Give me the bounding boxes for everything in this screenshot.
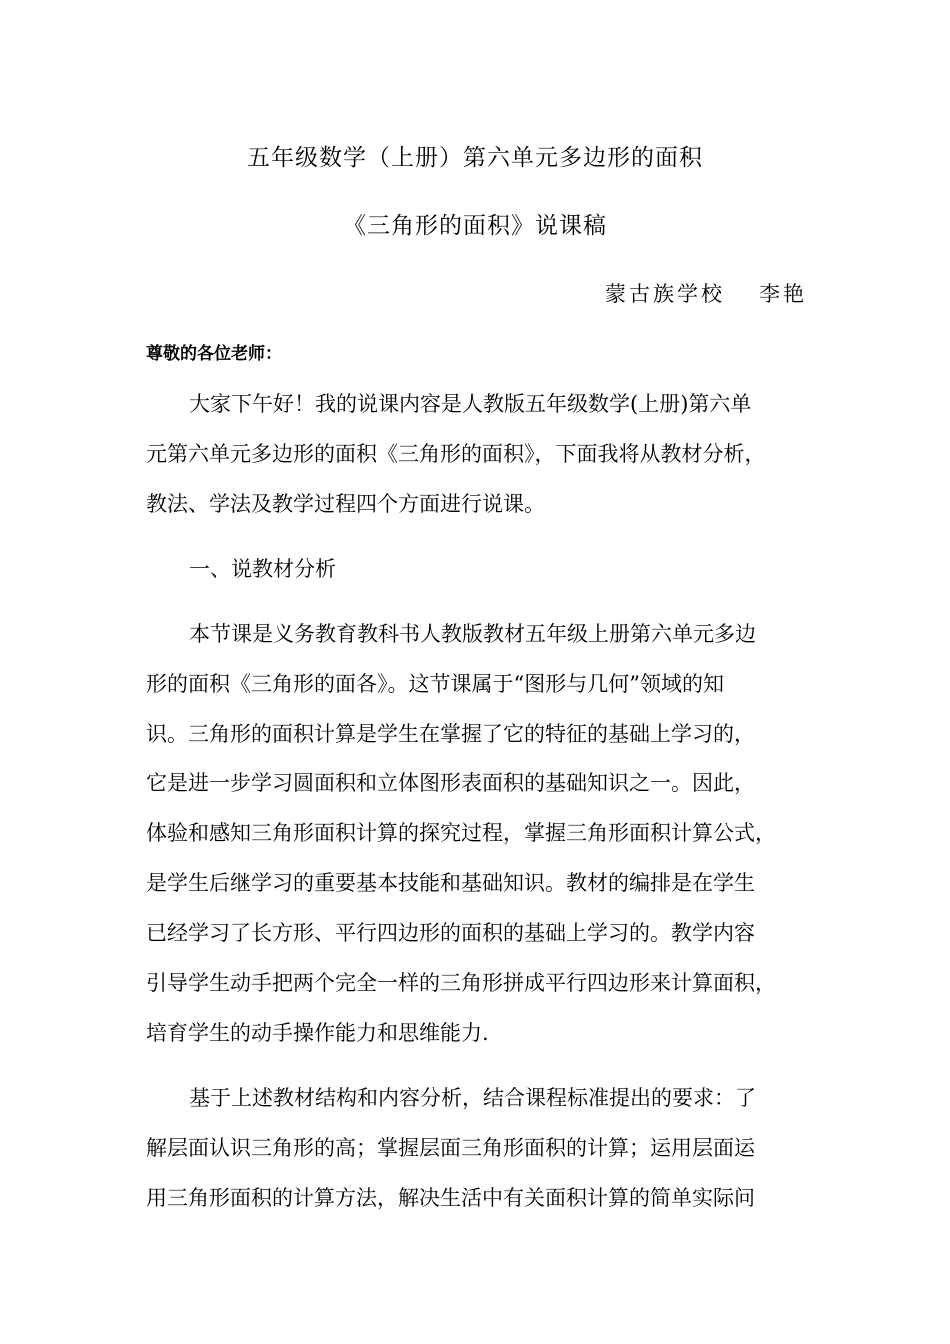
paragraph-line: 是学生后继学习的重要基本技能和基础知识。教材的编排是在学生 bbox=[146, 871, 755, 895]
paragraph-line: 基于上述教材结构和内容分析，结合课程标准提出的要求：了 bbox=[189, 1086, 756, 1110]
paragraph-line: 本节课是义务教育教科书人教版教材五年级上册第六单元多边 bbox=[189, 622, 756, 646]
paragraph-line: 元第六单元多边形的面积《三角形的面积》，下面我将从教材分析， bbox=[146, 442, 766, 466]
paragraph-line: 教法、学法及教学过程四个方面进行说课。 bbox=[146, 492, 545, 516]
paragraph-line: 解层面认识三角形的高；掌握层面三角形面积的计算；运用层面运 bbox=[146, 1136, 755, 1160]
paragraph-line: 培育学生的动手操作能力和思维能力. bbox=[146, 1021, 489, 1045]
paragraph-line: 引导学生动手把两个完全一样的三角形拼成平行四边形来计算面积， bbox=[146, 971, 776, 995]
paragraph-line: 已经学习了长方形、平行四边形的面积的基础上学习的。教学内容 bbox=[146, 921, 755, 945]
author-line bbox=[605, 278, 807, 308]
document-subtitle: 《三角形的面积》说课稿 bbox=[343, 213, 607, 239]
paragraph-line: 识。三角形的面积计算是学生在掌握了它的特征的基础上学习的， bbox=[146, 722, 755, 746]
section-heading: 一、说教材分析 bbox=[189, 557, 336, 581]
paragraph-line: 大家下午好！我的说课内容是人教版五年级数学(上册)第六单 bbox=[189, 392, 752, 416]
paragraph-line: 用三角形面积的计算方法，解决生活中有关面积计算的简单实际问 bbox=[146, 1186, 755, 1210]
paragraph-line: 它是进一步学习圆面积和立体图形表面积的基础知识之一。因此， bbox=[146, 771, 755, 795]
author-name: 李艳 bbox=[759, 282, 807, 306]
paragraph-line: 体验和感知三角形面积计算的探究过程，掌握三角形面积计算公式， bbox=[146, 821, 776, 845]
salutation: 尊敬的各位老师： bbox=[146, 344, 282, 364]
document-title: 五年级数学（上册）第六单元多边形的面积 bbox=[247, 145, 703, 171]
paragraph-line: 形的面积《三角形的面各》。这节课属于“图形与几何”领域的知 bbox=[146, 672, 724, 696]
author-school: 蒙古族学校 bbox=[605, 282, 725, 306]
